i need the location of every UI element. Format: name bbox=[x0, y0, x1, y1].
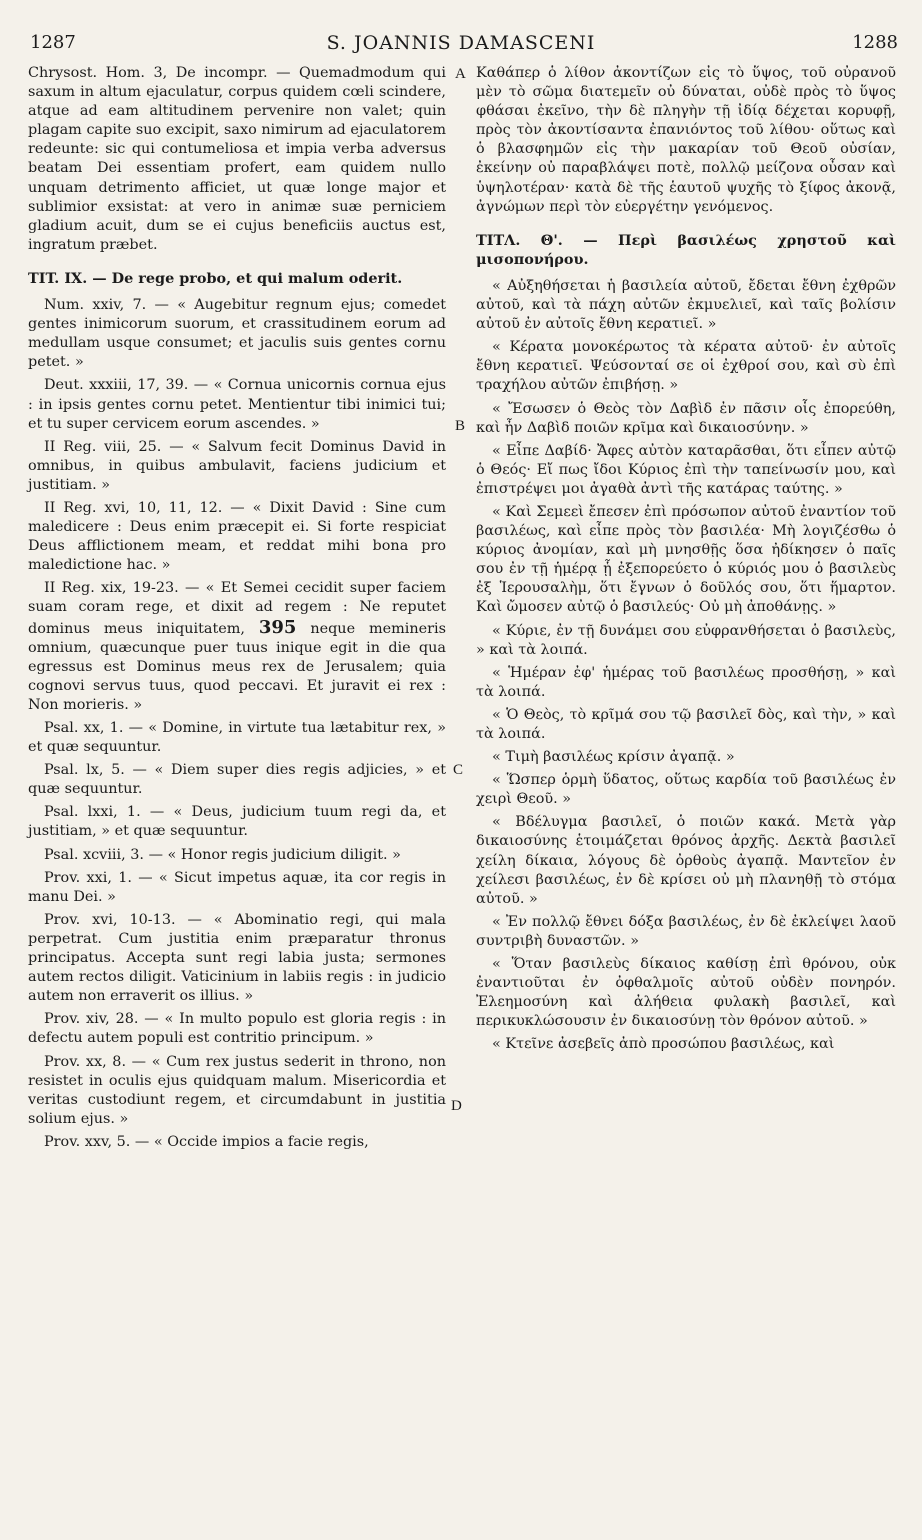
page-number-left: 1287 bbox=[30, 32, 76, 53]
page-header bbox=[0, 32, 922, 60]
greek-paragraph: « Καὶ Σεμεεὶ ἔπεσεν ἐπὶ πρόσωπον αὐτοῦ ἐναντίον τοῦ βασιλέως, καὶ εἶπε πρὸς τὸν βασιλέα· Μὴ λογιζέσθω ὁ κύριος ἀνομίαν, καὶ μὴ μνησθῇς ὅσα ἠδίκησεν ὁ παῖς σου ἐν τῇ ἡμέρᾳ ᾗ ἐξεπορεύετο ὁ κύριός μου ὁ βασιλεὺς ἐξ Ἱερουσαλὴμ, ὅτι ἔγνων ὁ δοῦλός σου, ὅτι ἥμαρτον. Καὶ ὤμοσεν αὐτῷ ὁ βασιλεύς· Οὐ μὴ ἀποθάνῃς. » bbox=[476, 503, 896, 616]
latin-paragraph: Chrysost. Hom. 3, De incompr. — Quemadmodum qui saxum in altum ejaculatur, corpus quidem cœli scindere, atque ad eam altitudinem pervenire non valet; quin plagam capite suo excipit, saxo nimirum ad ejaculatorem redeunte: sic qui contumeliosa et impia verba adversus beatam Dei essentiam profert, eam quidem nullo unquam detrimento afficiet, ut quæ longe major et sublimior exsistat: at vero in animæ suæ perniciem gladium acuit, dum se ei cujus beneficiis auctus est, ingratum præbet. bbox=[28, 65, 446, 253]
margin-letter-b: B bbox=[455, 418, 466, 434]
greek-paragraph: « Ὁ Θεὸς, τὸ κρῖμά σου τῷ βασιλεῖ δὸς, καὶ τὴν, » καὶ τὰ λοιπά. bbox=[476, 706, 896, 742]
greek-paragraph: « Ἐν πολλῷ ἔθνει δόξα βασιλέως, ἐν δὲ ἐκλείψει λαοῦ συντριβὴ δυναστῶν. » bbox=[476, 913, 896, 949]
greek-paragraph: « Κτεῖνε ἀσεβεῖς ἀπὸ προσώπου βασιλέως, καὶ bbox=[492, 1036, 835, 1053]
latin-paragraph: II Reg. xvi, 10, 11, 12. — « Dixit David : Sine cum maledicere : Deus enim præcepit ei. Si forte respiciat Deus afflictionem meam, et reddat mihi bona pro maledictione hac. » bbox=[28, 499, 446, 574]
margin-letter-a: A bbox=[455, 66, 466, 82]
margin-letter-d: D bbox=[451, 1098, 462, 1114]
greek-paragraph: « Εἶπε Δαβίδ· Ἄφες αὐτὸν καταρᾶσθαι, ὅτι εἶπεν αὐτῷ ὁ Θεός· Εἴ πως ἴδοι Κύριος ἐπὶ τὴν ταπείνωσίν μου, καὶ ἐπιστρέψει μοι ἀγαθὰ ἀντὶ τῆς κατάρας ταύτης. » bbox=[476, 442, 896, 497]
latin-paragraph: Psal. lx, 5. — « Diem super dies regis adjicies, » et quæ sequuntur. bbox=[28, 762, 446, 798]
latin-paragraph: Prov. xvi, 10-13. — « Abominatio regi, qui mala perpetrat. Cum justitia enim præparatur thronus principatus. Accepta sunt regi labia justa; sermones autem rectos diligit. Vaticinium in labiis regis : in judicio autem non erraverit os illius. » bbox=[28, 911, 446, 1005]
latin-paragraph: Num. xxiv, 7. — « Augebitur regnum ejus; comedet gentes inimicorum suorum, et crassitudinem eorum ad medullam usque consumet; et jaculis suis gentes cornu petet. » bbox=[28, 297, 446, 371]
latin-title: TIT. IX. — De rege probo, et qui malum oderit. bbox=[28, 269, 403, 287]
greek-paragraph: « Ὅταν βασιλεὺς δίκαιος καθίσῃ ἐπὶ θρόνου, οὐκ ἐναντιοῦται ἐν ὀφθαλμοῖς αὐτοῦ οὐδὲν πονηρόν. Ἐλεημοσύνη καὶ ἀλήθεια φυλακὴ βασιλεῖ, καὶ περικυκλώσουσιν ἐν δικαιοσύνῃ τὸν θρόνον αὐτοῦ. » bbox=[476, 956, 896, 1030]
greek-paragraph: « Κύριε, ἐν τῇ δυνάμει σου εὐφρανθήσεται ὁ βασιλεὺς, » καὶ τὰ λοιπά. bbox=[476, 622, 896, 658]
latin-text: II Reg. xix, 19-23. — « Et Semei cecidit super faciem suam coram rege, et dixit ad regem : Ne reputet dominus meus iniquitatem, bbox=[28, 580, 446, 637]
latin-paragraph: Psal. lxxi, 1. — « Deus, judicium tuum regi da, et justitiam, » et quæ sequuntur. bbox=[28, 804, 446, 840]
latin-paragraph: II Reg. viii, 25. — « Salvum fecit Dominus David in omnibus, in quibus ambulavit, faciens judicium et justitiam. » bbox=[28, 438, 446, 493]
greek-paragraph: « Τιμὴ βασιλέως κρίσιν ἀγαπᾷ. » bbox=[492, 749, 735, 766]
greek-paragraph: « Ὥσπερ ὁρμὴ ὕδατος, οὕτως καρδία τοῦ βασιλέως ἐν χειρὶ Θεοῦ. » bbox=[476, 772, 896, 808]
latin-column bbox=[28, 64, 446, 1156]
greek-paragraph: « Βδέλυγμα βασιλεῖ, ὁ ποιῶν κακά. Μετὰ γὰρ δικαιοσύνης ἑτοιμάζεται θρόνος ἀρχῆς. Δεκτὰ βασιλεῖ χείλη δίκαια, λόγους δὲ ὀρθοὺς ἀγαπᾷ. Μαντεῖον ἐν χείλεσι βασιλέως, ἐν δὲ κρίσει οὐ μὴ πλανηθῇ τὸ στόμα αὐτοῦ. » bbox=[476, 814, 896, 907]
greek-column bbox=[476, 64, 896, 1059]
latin-paragraph: Prov. xx, 8. — « Cum rex justus sederit in throno, non resistet in oculis ejus quidquam malum. Misericordia et veritas custodiunt regem, et circumdabunt in justitia solium ejus. » bbox=[28, 1053, 446, 1127]
greek-paragraph: « Αὐξηθήσεται ἡ βασιλεία αὐτοῦ, ἔδεται ἔθνη ἐχθρῶν αὐτοῦ, καὶ τὰ πάχη αὐτῶν ἐκμυελιεῖ, καὶ ταῖς βολίσιν αὐτοῦ ἐν αὐτοῖς ἔθνη κερατιεῖ. » bbox=[476, 277, 896, 333]
greek-paragraph: « Ἡμέραν ἐφ' ἡμέρας τοῦ βασιλέως προσθήσῃ, » καὶ τὰ λοιπά. bbox=[476, 664, 896, 700]
margin-letter-c: C bbox=[453, 762, 464, 778]
page-number-right: 1288 bbox=[852, 32, 898, 53]
latin-paragraph: Prov. xiv, 28. — « In multo populo est gloria regis : in defectu autem populi est contritio principum. » bbox=[28, 1011, 446, 1047]
latin-paragraph: Prov. xxv, 5. — « Occide impios a facie regis, bbox=[44, 1133, 369, 1150]
greek-paragraph: Καθάπερ ὁ λίθον ἀκοντίζων εἰς τὸ ὕψος, τοῦ οὐρανοῦ μὲν τὸ σῶμα διατεμεῖν οὐ δύναται, οὐδὲ πρὸς τὸ ὕψος φθάσαι ἐκεῖνο, τὴν δὲ πληγὴν τῇ ἰδίᾳ δέχεται κορυφῇ, πρὸς τὸν ἀκοντίσαντα ἐπανιόντος τοῦ λίθου· οὕτως καὶ ὁ βλασφημῶν εἰς τὴν μακαρίαν τοῦ Θεοῦ οὐσίαν, ἐκείνην οὐ παραβλάψει ποτὲ, πολλῷ μείζονα οὖσαν καὶ ὑψηλοτέραν· κατὰ δὲ τῆς ἑαυτοῦ ψυχῆς τὸ ξίφος ἀκονᾷ, ἀγνώμων περὶ τὸν εὐεργέτην γενόμενος. bbox=[476, 65, 896, 215]
latin-paragraph: Psal. xcviii, 3. — « Honor regis judicium diligit. » bbox=[44, 846, 401, 863]
latin-text: neque memineris omnium, quæcunque puer tuus inique egit in die qua egressus est Dominus meus rex de Jerusalem; quia cognovi servus tuus, quod peccavi. Et juravit ei rex : Non morieris. » bbox=[28, 620, 447, 713]
column-number-marker: 395 bbox=[258, 616, 297, 638]
greek-paragraph: « Κέρατα μονοκέρωτος τὰ κέρατα αὐτοῦ· ἐν αὐτοῖς ἔθνη κερατιεῖ. Ψεύσονταί σε οἱ ἐχθροί σου, καὶ σὺ ἐπὶ τραχήλου αὐτῶν ἐπιβήσῃ. » bbox=[476, 339, 896, 394]
latin-paragraph: Prov. xxi, 1. — « Sicut impetus aquæ, ita cor regis in manu Dei. » bbox=[28, 869, 446, 905]
running-title: S. JOANNIS DAMASCENI bbox=[326, 32, 596, 54]
greek-paragraph: « Ἔσωσεν ὁ Θεὸς τὸν Δαβὶδ ἐν πᾶσιν οἷς ἐπορεύθη, καὶ ἦν Δαβὶδ ποιῶν κρῖμα καὶ δικαιοσύνην. » bbox=[476, 400, 896, 436]
latin-paragraph: Deut. xxxiii, 17, 39. — « Cornua unicornis cornua ejus : in ipsis gentes cornu petet. Mentientur tibi inimici tui; et tu super cervicem eorum ascendes. » bbox=[28, 377, 446, 432]
latin-paragraph bbox=[28, 579, 446, 715]
greek-title: ΤΙΤΛ. Θ'. — Περὶ βασιλέως χρηστοῦ καὶ μισοπονήρου. bbox=[476, 231, 896, 268]
latin-paragraph: Psal. xx, 1. — « Domine, in virtute tua lætabitur rex, » et quæ sequuntur. bbox=[28, 720, 446, 756]
